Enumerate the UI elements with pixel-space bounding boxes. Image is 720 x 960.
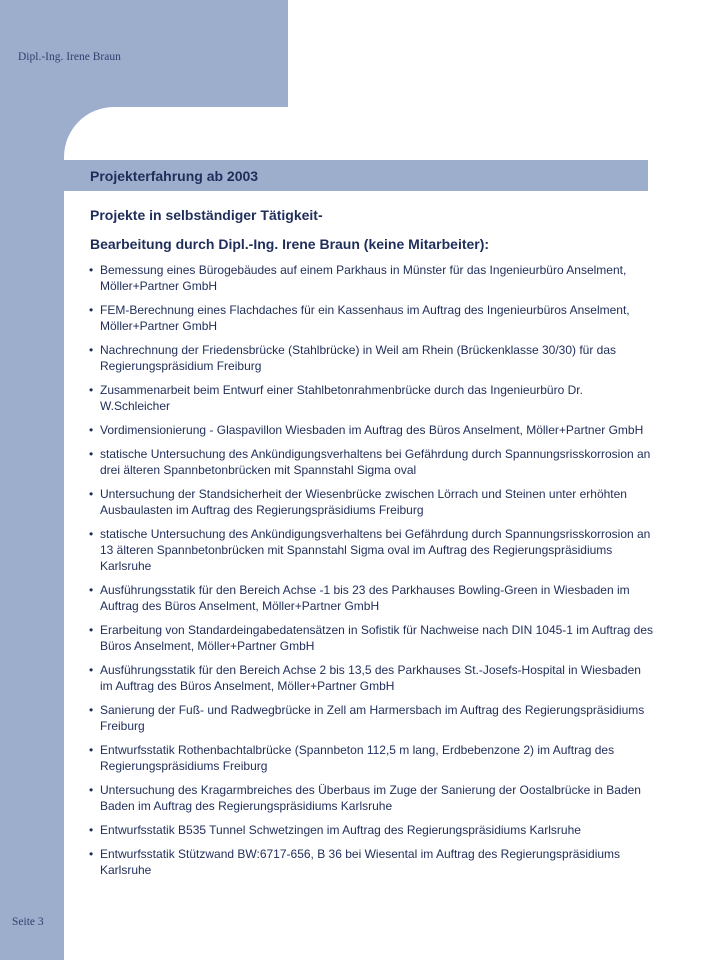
list-item-text: Entwurfsstatik B535 Tunnel Schwetzingen im Auftrag des Regierungspräsidiums Karlsruhe [100, 823, 581, 837]
bullet-icon: • [89, 527, 94, 541]
subheading-independent: Projekte in selbständiger Tätigkeit- [90, 207, 323, 223]
bullet-icon: • [89, 423, 94, 437]
subheading-processing: Bearbeitung durch Dipl.-Ing. Irene Braun (keine Mitarbeiter): [90, 236, 490, 252]
list-item-text: FEM-Berechnung eines Flachdaches für ein Kassenhaus im Auftrag des Ingenieurbüros Anselment, Möller+Partner GmbH [100, 303, 630, 333]
list-item-text: Vordimensionierung - Glaspavillon Wiesbaden im Auftrag des Büros Anselment, Möller+Partner GmbH [100, 423, 644, 437]
list-item [88, 782, 654, 814]
bullet-icon: • [89, 263, 94, 277]
list-item-text: Erarbeitung von Standardeingabedatensätzen in Sofistik für Nachweise nach DIN 1045-1 im Auftrag des Büros Anselment, Möller+Partner GmbH [100, 623, 653, 653]
list-item-text: Bemessung eines Bürogebäudes auf einem Parkhaus in Münster für das Ingenieurbüro Anselment, Möller+Partner GmbH [100, 263, 627, 293]
list-item-text: statische Untersuchung des Ankündigungsverhaltens bei Gefährdung durch Spannungsrisskorrosion an drei älteren Spannbetonbrücken mit Spannstahl Sigma oval [100, 447, 651, 477]
title-bar [64, 160, 648, 191]
bullet-icon: • [89, 343, 94, 357]
bullet-icon: • [89, 583, 94, 597]
sidebar-band [0, 0, 64, 960]
list-item [88, 422, 654, 438]
list-item [88, 702, 654, 734]
bullet-icon: • [89, 847, 94, 861]
list-item [88, 846, 654, 878]
list-item-text: Sanierung der Fuß- und Radwegbrücke in Zell am Harmersbach im Auftrag des Regierungspräsidiums Freiburg [100, 703, 645, 733]
bullet-icon: • [89, 487, 94, 501]
list-item [88, 342, 654, 374]
list-item-text: Ausführungsstatik für den Bereich Achse 2 bis 13,5 des Parkhauses St.-Josefs-Hospital in Wiesbaden im Auftrag des Büros Anselment, Möller+Partner GmbH [100, 663, 641, 693]
list-item [88, 526, 654, 574]
project-list [88, 262, 654, 886]
bullet-icon: • [89, 447, 94, 461]
bullet-icon: • [89, 743, 94, 757]
list-item [88, 582, 654, 614]
list-item [88, 662, 654, 694]
list-item-text: Ausführungsstatik für den Bereich Achse -1 bis 23 des Parkhauses Bowling-Green in Wiesbaden im Auftrag des Büros Anselment, Möller+Partner GmbH [100, 583, 630, 613]
list-item-text: Zusammenarbeit beim Entwurf einer Stahlbetonrahmenbrücke durch das Ingenieurbüro Dr. W.Schleicher [100, 383, 583, 413]
bullet-icon: • [89, 783, 94, 797]
bullet-icon: • [89, 823, 94, 837]
list-item-text: Entwurfsstatik Rothenbachtalbrücke (Spannbeton 112,5 m lang, Erdbebenzone 2) im Auftrag des Regierungspräsidiums Freiburg [100, 743, 615, 773]
bullet-icon: • [89, 623, 94, 637]
bullet-icon: • [89, 703, 94, 717]
bullet-icon: • [89, 383, 94, 397]
list-item-text: Nachrechnung der Friedensbrücke (Stahlbrücke) in Weil am Rhein (Brückenklasse 30/30) für das Regierungspräsidium Freiburg [100, 343, 617, 373]
page-number: Seite 3 [12, 916, 44, 928]
list-item [88, 302, 654, 334]
list-item [88, 822, 654, 838]
list-item [88, 262, 654, 294]
list-item-text: Entwurfsstatik Stützwand BW:6717-656, B 36 bei Wiesental im Auftrag des Regierungspräsidiums Karlsruhe [100, 847, 621, 877]
list-item-text: Untersuchung der Standsicherheit der Wiesenbrücke zwischen Lörrach und Steinen unter erhöhten Ausbaulasten im Auftrag des Regierungspräsidiums Freiburg [100, 487, 627, 517]
list-item [88, 742, 654, 774]
bullet-icon: • [89, 303, 94, 317]
list-item [88, 622, 654, 654]
list-item-text: statische Untersuchung des Ankündigungsverhaltens bei Gefährdung durch Spannungsrisskorrosion an 13 älteren Spannbetonbrücken mit Spannstahl Sigma oval im Auftrag des Regierungspräsidiums Karlsruhe [100, 527, 651, 573]
list-item [88, 382, 654, 414]
page-title: Projekterfahrung ab 2003 [90, 168, 259, 184]
bullet-icon: • [89, 663, 94, 677]
list-item [88, 446, 654, 478]
author-name: Dipl.-Ing. Irene Braun [18, 51, 121, 63]
list-item-text: Untersuchung des Kragarmbreiches des Überbaus im Zuge der Sanierung der Oostalbrücke in Baden Baden im Auftrag des Regierungspräsidiums Karlsruhe [100, 783, 641, 813]
list-item [88, 486, 654, 518]
